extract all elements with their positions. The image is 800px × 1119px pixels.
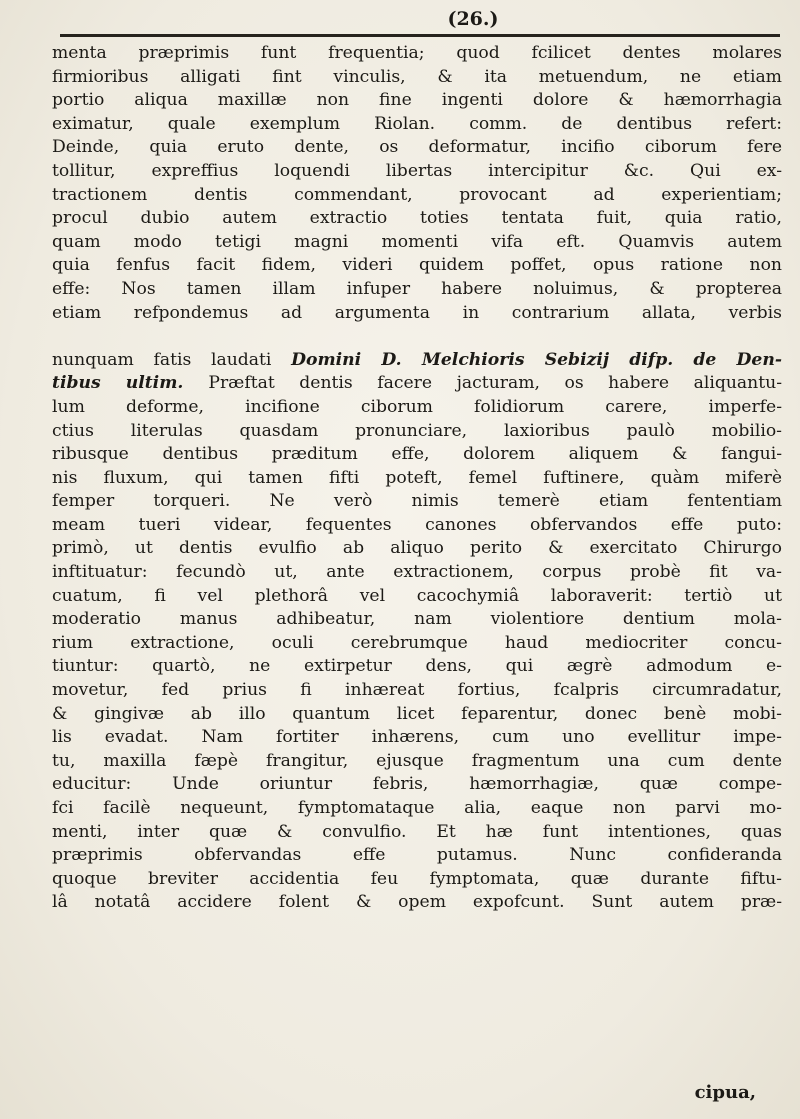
text-line: femper torqueri. Ne verò nimis temerè etiam fententiam bbox=[52, 491, 782, 512]
text-line: portio aliqua maxillæ non fine ingenti dolore & hæmorrhagia bbox=[52, 90, 782, 111]
text-line: quia fenfus facit fidem, videri quidem poffet, opus ratione non bbox=[52, 255, 782, 276]
text-line: quam modo tetigi magni momenti vifa eft. Quamvis autem bbox=[52, 231, 782, 252]
text-line: lâ notatâ accidere folent & opem expofcunt. Sunt autem præ- bbox=[52, 892, 782, 913]
text-line: rium extractione, oculi cerebrumque haud mediocriter concu- bbox=[52, 632, 782, 653]
text-line: procul dubio autem extractio toties tentata fuit, quia ratio, bbox=[52, 208, 782, 229]
catchword: cipua, bbox=[694, 1082, 756, 1103]
text-line: cuatum, fi vel plethorâ vel cacochymiâ laboraverit: tertiò ut bbox=[52, 585, 782, 606]
text-line bbox=[52, 939, 782, 963]
page-header bbox=[0, 8, 800, 36]
text-line: nis fluxum, qui tamen fifti poteft, femel fuftinere, quàm miferè bbox=[52, 467, 782, 488]
header-rule bbox=[60, 34, 780, 37]
text-line: lum deforme, incifione ciborum folidiorum carere, imperfe- bbox=[52, 396, 782, 417]
citation-italic: tibus ultim. bbox=[52, 373, 209, 394]
text-line bbox=[52, 325, 782, 349]
text-line: etiam refpondemus ad argumenta in contrarium allata, verbis bbox=[52, 302, 782, 323]
text-line: movetur, fed prius fi inhæreat fortius, fcalpris circumradatur, bbox=[52, 680, 782, 701]
text-line: tu, maxilla fæpè frangitur, ejusque fragmentum una cum dente bbox=[52, 750, 782, 771]
text-line: Deinde, quia eruto dente, os deformatur, incifio ciborum fere bbox=[52, 137, 782, 158]
text-line: tractionem dentis commendant, provocant ad experientiam; bbox=[52, 184, 782, 205]
text-line: menta præprimis funt frequentia; quod fcilicet dentes molares bbox=[52, 43, 782, 63]
text-line: quoque breviter accidentia feu fymptomata, quæ durante fiftu- bbox=[52, 868, 782, 889]
text-line: lis evadat. Nam fortiter inhærens, cum uno evellitur impe- bbox=[52, 727, 782, 748]
text-span: nunquam fatis laudati bbox=[52, 349, 292, 370]
text-line: præprimis obfervandas effe putamus. Nunc confideranda bbox=[52, 845, 782, 866]
text-line: firmioribus alligati fint vinculis, & ita metuendum, ne etiam bbox=[52, 66, 782, 87]
citation-italic: Domini D. Melchioris Sebizij difp. de Den- bbox=[291, 349, 783, 370]
text-line bbox=[52, 915, 782, 939]
text-line: & gingivæ ab illo quantum licet feparentur, donec benè mobi- bbox=[52, 703, 782, 724]
text-line: tollitur, expreffius loquendi libertas intercipitur &c. Qui ex- bbox=[52, 160, 782, 181]
text-line: eximatur, quale exemplum Riolan. comm. de dentibus refert: bbox=[52, 113, 782, 134]
text-line: meam tueri videar, fequentes canones obfervandos effe puto: bbox=[52, 514, 782, 535]
text-line: primò, ut dentis evulfio ab aliquo perito & exercitato Chirurgo bbox=[52, 538, 782, 559]
text-line bbox=[52, 372, 782, 396]
text-line: effe: Nos tamen illam infuper habere noluimus, & propterea bbox=[52, 278, 782, 299]
text-line: ribusque dentibus præditum effe, dolorem aliquem & fangui- bbox=[52, 444, 782, 465]
body-text bbox=[52, 42, 782, 962]
text-line: educitur: Unde oriuntur febris, hæmorrhagiæ, quæ compe- bbox=[52, 774, 782, 795]
text-line: fci facilè nequeunt, fymptomataque alia, eaque non parvi mo- bbox=[52, 798, 782, 818]
text-line: ctius literulas quasdam pronunciare, laxioribus paulò mobilio- bbox=[52, 420, 782, 441]
text-span: Præftat dentis facere jacturam, os habere aliquantu- bbox=[208, 373, 782, 394]
text-line: tiuntur: quartò, ne extirpetur dens, qui ægrè admodum e- bbox=[52, 656, 782, 677]
text-line bbox=[52, 349, 782, 373]
text-line: moderatio manus adhibeatur, nam violentiore dentium mola- bbox=[52, 609, 782, 630]
text-line: inftituatur: fecundò ut, ante extractionem, corpus probè fit va- bbox=[52, 562, 782, 583]
text-line: menti, inter quæ & convulfio. Et hæ funt intentiones, quas bbox=[52, 821, 782, 842]
page-number: (26.) bbox=[447, 8, 499, 30]
